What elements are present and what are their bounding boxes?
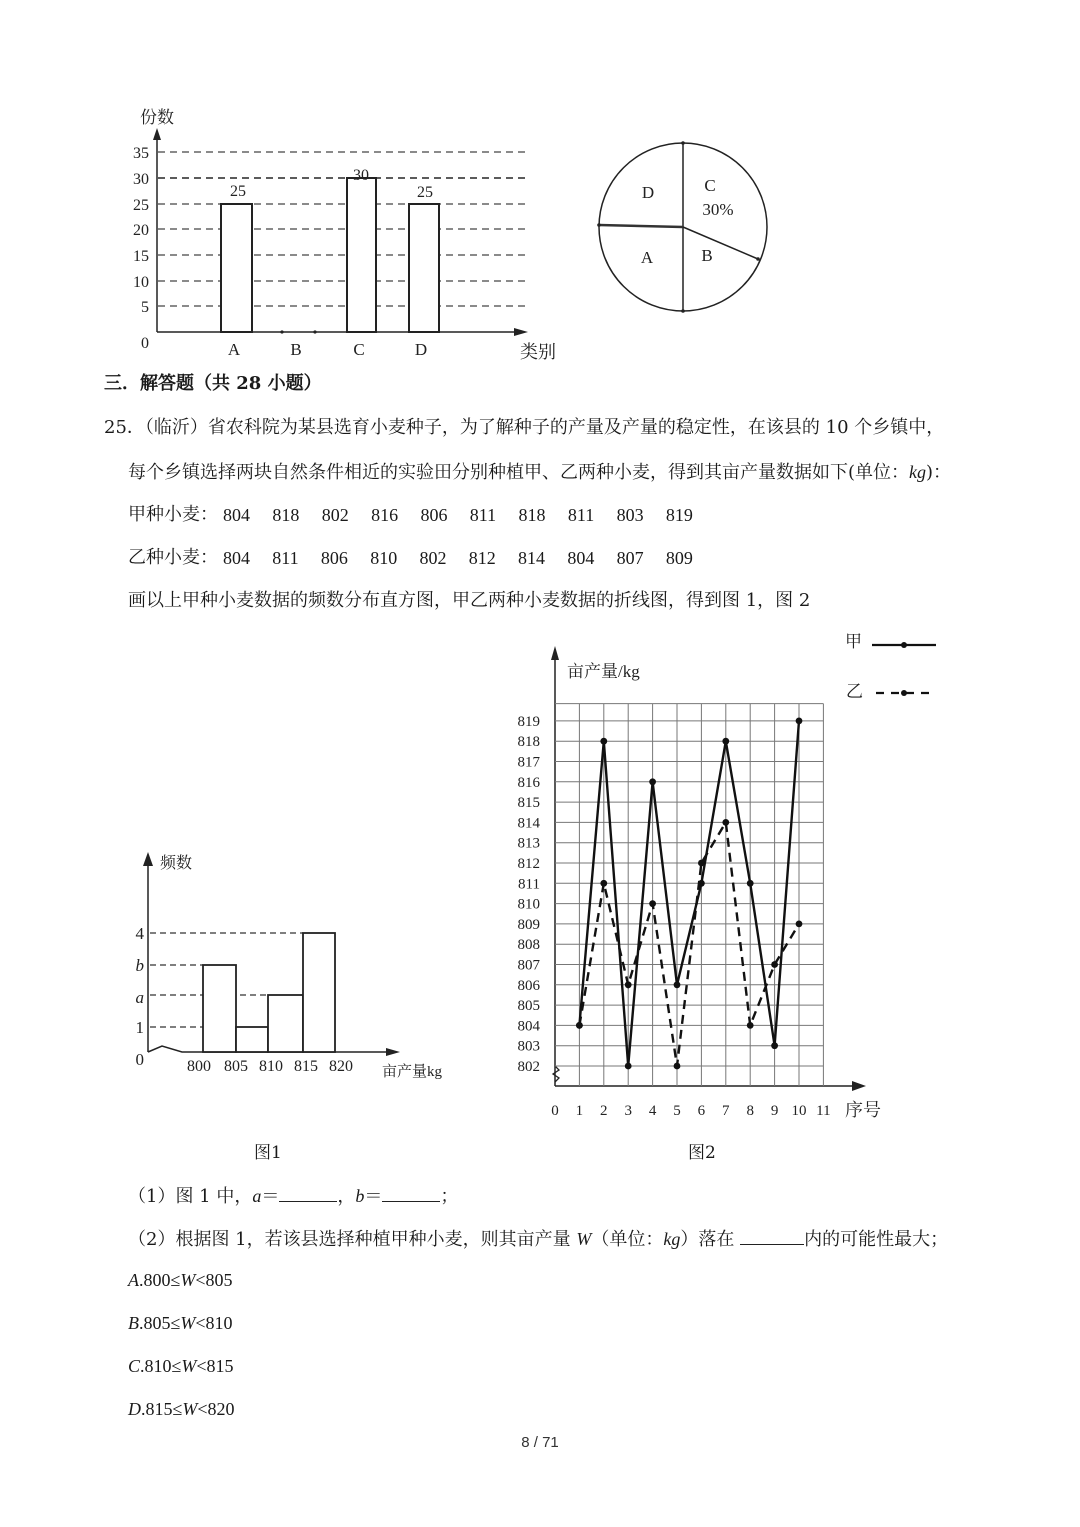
bar-d xyxy=(409,204,439,332)
option-c[interactable] xyxy=(128,1354,234,1378)
x-tick: 9 xyxy=(770,1103,779,1119)
bar-label-c: 30 xyxy=(353,167,369,184)
option-b[interactable] xyxy=(128,1311,233,1335)
data-point xyxy=(771,961,778,968)
option-text: <810 xyxy=(195,1313,233,1333)
pie-chart xyxy=(590,135,780,320)
y-axis-label: 亩产量/kg xyxy=(567,662,640,681)
y-tick: 818 xyxy=(517,734,540,751)
figure-1-caption: 图1 xyxy=(254,1143,282,1163)
x-tick: 3 xyxy=(624,1103,632,1119)
y-tick: 812 xyxy=(517,856,540,872)
frequency-histogram xyxy=(120,840,480,1090)
data-point xyxy=(649,778,656,785)
hist-bar-805-810 xyxy=(236,1027,268,1052)
yi-values xyxy=(223,546,693,570)
x-tick: 7 xyxy=(722,1103,730,1119)
data-point xyxy=(698,860,705,867)
option-letter: A xyxy=(128,1270,139,1290)
x-tick: 6 xyxy=(697,1103,706,1119)
category-bar-chart xyxy=(100,90,580,380)
x-axis-label: 亩产量kg xyxy=(382,1064,443,1080)
subquestion-text: 内的可能性最大； xyxy=(804,1229,949,1250)
yi-value: 804 xyxy=(223,548,250,568)
y-tick: 814 xyxy=(517,815,540,832)
x-tick: 820 xyxy=(329,1058,353,1075)
option-text: <805 xyxy=(195,1270,233,1290)
hist-bar-800-805 xyxy=(203,965,236,1052)
answer-blank-a[interactable] xyxy=(279,1183,337,1202)
y-axis-label: 频数 xyxy=(160,855,193,872)
answer-blank-range[interactable] xyxy=(740,1226,804,1245)
y-tick: 817 xyxy=(517,754,540,771)
option-letter: C xyxy=(128,1356,141,1376)
data-point xyxy=(625,1063,632,1070)
pie-label-c-percent: 30% xyxy=(702,200,734,219)
x-tick: 810 xyxy=(259,1058,283,1075)
var-w: W xyxy=(576,1229,592,1249)
option-text: <815 xyxy=(196,1356,234,1376)
subquestion-text: ）落在 xyxy=(680,1229,741,1250)
y-tick-a: a xyxy=(135,988,144,1007)
yi-value: 812 xyxy=(468,548,496,568)
question-line-2 xyxy=(128,460,951,485)
jia-label: 甲种小麦： xyxy=(128,504,218,525)
jia-value: 811 xyxy=(567,505,595,525)
series-jia-line xyxy=(579,721,799,1066)
y-tick: 808 xyxy=(517,937,540,954)
data-point xyxy=(796,718,803,725)
x-tick: 0 xyxy=(551,1103,559,1119)
jia-value: 816 xyxy=(371,505,399,525)
var-w: W xyxy=(181,1356,197,1376)
question-text: 每个乡镇选择两块自然条件相近的实验田分别种植甲、乙两种小麦，得到其亩产量数据如下(单位： xyxy=(128,462,910,483)
data-point xyxy=(625,981,632,988)
jia-value: 818 xyxy=(272,505,300,525)
yi-value: 809 xyxy=(665,548,693,568)
option-text: .810≤ xyxy=(140,1356,182,1376)
jia-value: 811 xyxy=(469,505,497,525)
question-text: )： xyxy=(926,462,952,483)
y-tick: 802 xyxy=(517,1059,540,1075)
question-line-5: 画以上甲种小麦数据的频数分布直方图，甲乙两种小麦数据的折线图，得到图 1，图 2 xyxy=(128,590,811,611)
option-letter: D xyxy=(128,1399,141,1419)
equals: ＝ xyxy=(261,1186,280,1207)
var-a: a xyxy=(252,1186,262,1206)
y-tick: 816 xyxy=(517,774,540,791)
yi-value: 804 xyxy=(567,548,595,568)
end-mark: ； xyxy=(440,1186,459,1207)
x-tick: 5 xyxy=(673,1103,681,1119)
y-tick-1: 1 xyxy=(135,1018,144,1037)
data-point xyxy=(600,738,607,745)
bar-label-a: 25 xyxy=(230,183,246,200)
yi-value: 810 xyxy=(370,548,398,568)
x-tick: C xyxy=(353,340,365,359)
x-axis-label: 序号 xyxy=(845,1100,881,1120)
yi-value: 807 xyxy=(616,548,644,568)
option-a[interactable] xyxy=(128,1268,233,1292)
data-point xyxy=(722,738,729,745)
y-tick: 815 xyxy=(517,795,540,812)
yi-value: 806 xyxy=(320,548,348,568)
pie-label-a: A xyxy=(640,248,654,267)
pie-label-d: D xyxy=(641,183,655,202)
y-tick-4: 4 xyxy=(135,924,144,943)
data-point xyxy=(576,1022,583,1029)
x-tick: D xyxy=(414,340,428,359)
pie-label-b: B xyxy=(701,246,713,265)
jia-values xyxy=(223,503,693,527)
y-tick: 30 xyxy=(133,171,149,188)
answer-blank-b[interactable] xyxy=(382,1183,440,1202)
x-tick: 805 xyxy=(224,1058,248,1075)
question-line-1: 25．（临沂）省农科院为某县选育小麦种子，为了解种子的产量及产量的稳定性，在该县的 10 个乡镇中， xyxy=(104,417,945,438)
data-point xyxy=(796,921,803,928)
jia-value: 806 xyxy=(420,505,448,525)
y-tick: 809 xyxy=(517,916,540,933)
option-text: <820 xyxy=(197,1399,235,1419)
option-text: .815≤ xyxy=(141,1399,183,1419)
x-tick: B xyxy=(290,340,302,359)
unit-kg: kg xyxy=(663,1229,681,1249)
subquestion-1 xyxy=(128,1183,458,1209)
equals: ＝ xyxy=(364,1186,383,1207)
subquestion-text: （单位： xyxy=(591,1229,664,1250)
section-heading: 三．解答题（共 28 小题） xyxy=(104,373,322,394)
jia-value: 818 xyxy=(518,505,546,525)
data-point xyxy=(771,1042,778,1049)
var-w: W xyxy=(180,1313,196,1333)
y-tick: 819 xyxy=(517,713,540,730)
data-point xyxy=(674,981,681,988)
option-text: .800≤ xyxy=(139,1270,181,1290)
y-tick-b: b xyxy=(135,956,144,975)
data-point xyxy=(600,880,607,887)
bar-c xyxy=(347,178,376,332)
y-tick: 10 xyxy=(133,274,149,291)
yi-value: 811 xyxy=(272,548,299,568)
data-point xyxy=(747,1022,754,1029)
x-tick: 10 xyxy=(791,1103,807,1119)
data-point xyxy=(722,819,729,826)
option-d[interactable] xyxy=(128,1397,235,1421)
page-number: 8 / 71 xyxy=(521,1434,559,1451)
y-axis-label: 份数 xyxy=(140,108,174,127)
yi-label: 乙种小麦： xyxy=(128,547,218,568)
yi-value: 814 xyxy=(518,548,546,568)
x-tick: 11 xyxy=(816,1103,831,1119)
hist-bar-815-820 xyxy=(303,933,335,1052)
y-tick: 25 xyxy=(133,197,149,214)
option-text: .805≤ xyxy=(139,1313,181,1333)
y-tick: 807 xyxy=(517,957,540,974)
x-tick: 1 xyxy=(575,1103,584,1119)
var-w: W xyxy=(180,1270,196,1290)
yi-value: 802 xyxy=(419,548,447,568)
jia-value: 802 xyxy=(321,505,349,525)
yi-data-row xyxy=(128,546,218,570)
x-tick: 800 xyxy=(187,1058,211,1075)
x-axis-label: 类别 xyxy=(520,342,556,362)
legend-jia-label: 甲 xyxy=(845,632,862,651)
jia-value: 803 xyxy=(616,505,644,525)
option-letter: B xyxy=(128,1313,139,1333)
jia-data-row xyxy=(128,503,218,527)
y-tick: 805 xyxy=(517,998,540,1015)
unit-kg: kg xyxy=(909,462,927,482)
y-tick: 15 xyxy=(133,248,149,265)
subquestion-text: （1）图 1 中， xyxy=(128,1186,253,1207)
yield-line-chart xyxy=(500,630,960,1130)
y-tick: 804 xyxy=(517,1018,540,1035)
x-tick: 2 xyxy=(600,1103,608,1119)
x-tick: 815 xyxy=(294,1058,318,1075)
bar-label-d: 25 xyxy=(417,184,433,201)
pie-label-c: C xyxy=(704,176,716,195)
y-tick-0: 0 xyxy=(135,1050,144,1069)
x-tick: 4 xyxy=(648,1103,657,1119)
var-w: W xyxy=(182,1399,198,1419)
legend-yi-label: 乙 xyxy=(846,682,863,701)
y-tick-zero: 0 xyxy=(141,335,149,352)
separator: ， xyxy=(337,1186,356,1207)
jia-value: 819 xyxy=(665,505,693,525)
y-tick: 803 xyxy=(517,1038,540,1055)
y-tick: 20 xyxy=(133,222,149,239)
x-tick: A xyxy=(227,340,241,359)
x-tick: 8 xyxy=(746,1103,754,1119)
subquestion-2 xyxy=(128,1226,948,1252)
figure-2-caption: 图2 xyxy=(688,1143,716,1163)
y-tick: 5 xyxy=(141,299,149,316)
data-point xyxy=(649,900,656,907)
y-tick: 811 xyxy=(518,876,540,893)
data-point xyxy=(747,880,754,887)
var-b: b xyxy=(355,1186,365,1206)
y-tick: 813 xyxy=(517,835,540,852)
y-tick: 806 xyxy=(517,977,540,994)
data-point xyxy=(674,1063,681,1070)
hist-bar-810-815 xyxy=(268,995,303,1052)
bar-a xyxy=(221,204,252,332)
y-tick: 35 xyxy=(133,145,149,162)
jia-value: 804 xyxy=(223,505,250,525)
y-tick: 810 xyxy=(517,896,540,913)
subquestion-text: （2）根据图 1，若该县选择种植甲种小麦，则其亩产量 xyxy=(128,1229,577,1250)
